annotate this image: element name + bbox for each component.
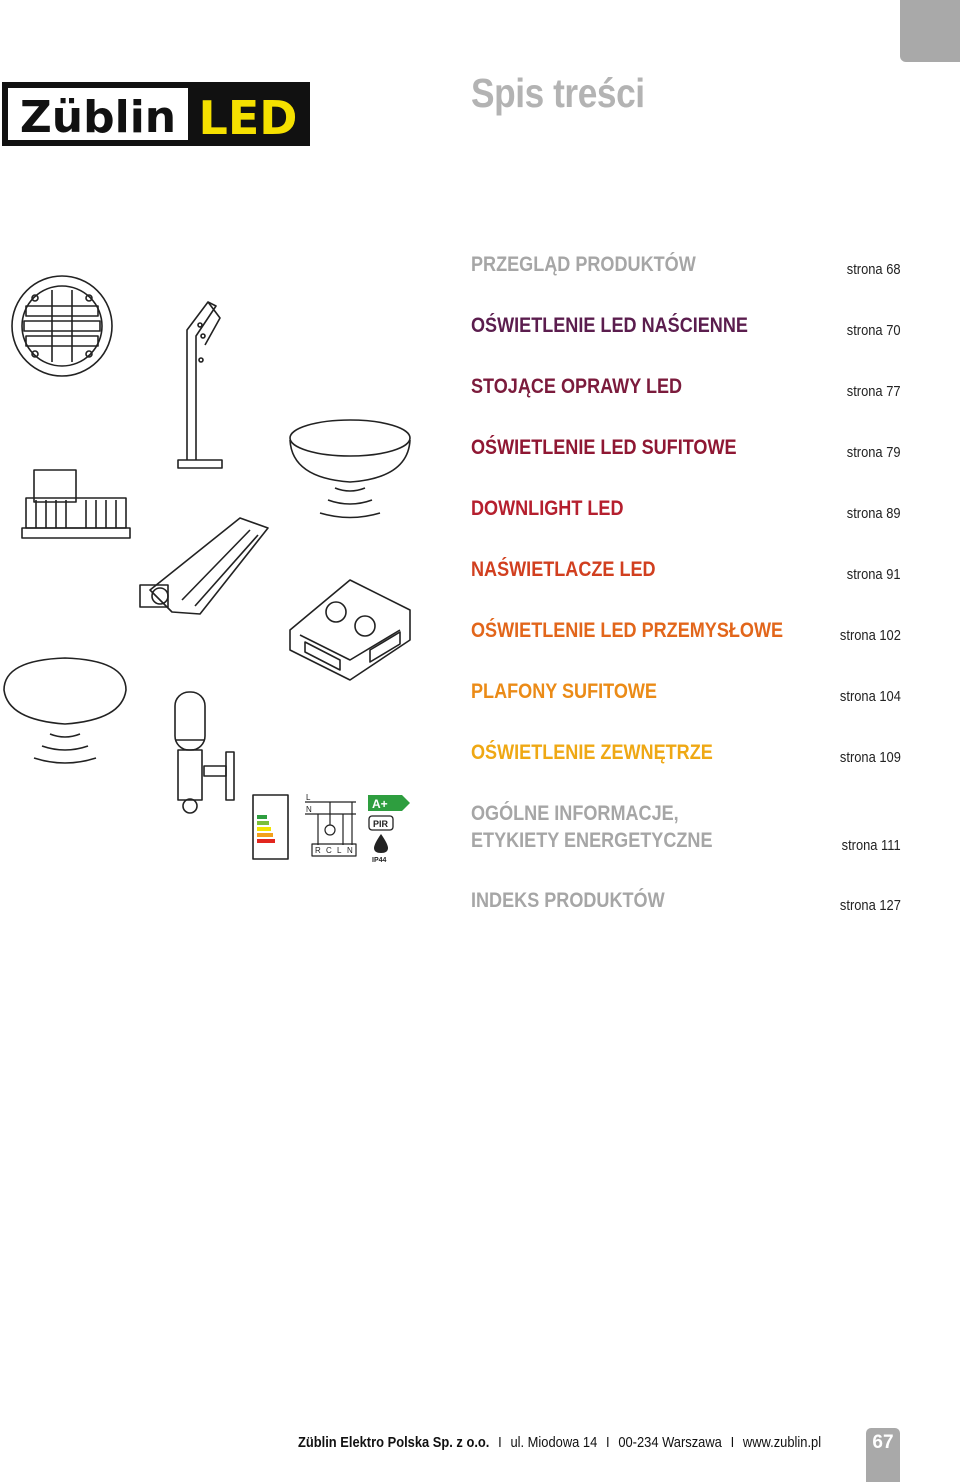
footer-website-link[interactable]: www.zublin.pl	[742, 1434, 822, 1451]
energy-label-icon	[253, 795, 288, 859]
toc-page: strona 77	[847, 383, 901, 400]
toc-label: NAŚWIETLACZE LED	[471, 558, 656, 581]
wiring-terminal-l: L	[337, 846, 342, 855]
toc-page: strona 109	[840, 749, 901, 766]
toc-row-industrial-lighting[interactable]	[471, 616, 901, 644]
toc-label: STOJĄCE OPRAWY LED	[471, 375, 683, 398]
ip44-drop-icon	[372, 834, 388, 864]
toc-label: OŚWIETLENIE LED PRZEMYSŁOWE	[471, 619, 784, 642]
toc-page: strona 104	[840, 688, 901, 705]
toc-page: strona 127	[840, 897, 901, 914]
pir-badge	[369, 816, 393, 830]
footer-separator: I	[498, 1434, 502, 1451]
energy-class-text: A+	[372, 797, 388, 811]
page-title: Spis treści	[471, 70, 645, 116]
toc-row-downlight[interactable]	[471, 494, 901, 522]
wiring-label-n: N	[306, 805, 312, 814]
toc-row-wall-lighting[interactable]	[471, 311, 901, 339]
footer-address: ul. Miodowa 14	[510, 1434, 598, 1451]
toc-label: OGÓLNE INFORMACJE, ETYKIETY ENERGETYCZNE	[471, 802, 713, 852]
toc-label: OŚWIETLENIE LED SUFITOWE	[471, 436, 737, 459]
toc-label: PRZEGLĄD PRODUKTÓW	[471, 253, 696, 276]
toc-row-ceiling-plafonds[interactable]	[471, 677, 901, 705]
footer-company: Züblin Elektro Polska Sp. z o.o.	[298, 1434, 490, 1451]
toc-label: PLAFONY SUFITOWE	[471, 680, 657, 703]
toc-page: strona 70	[847, 322, 901, 339]
toc-label: OŚWIETLENIE LED NAŚCIENNE	[471, 314, 748, 337]
wiring-terminal-c: C	[326, 846, 332, 855]
footer-separator: I	[606, 1434, 610, 1451]
industrial-highbay-illustration	[290, 580, 410, 680]
outdoor-wall-lamp-illustration	[175, 692, 234, 813]
logo-text-right: LED	[198, 91, 298, 145]
floodlight-illustration	[140, 518, 268, 614]
toc-label: OŚWIETLENIE ZEWNĘTRZE	[471, 741, 713, 764]
toc-page: strona 91	[847, 566, 901, 583]
toc-page: strona 111	[841, 837, 901, 854]
zublin-led-logo	[2, 82, 310, 146]
logo-text-left: Züblin	[19, 92, 177, 143]
footer-separator: I	[730, 1434, 735, 1451]
ip-text: IP44	[372, 857, 387, 864]
ceiling-lamp-sensor-illustration	[290, 420, 410, 518]
toc-label: DOWNLIGHT LED	[471, 497, 624, 520]
footer-city: 00-234 Warszawa	[618, 1434, 722, 1451]
footer	[298, 1434, 822, 1451]
wiring-terminal-n: N	[347, 846, 353, 855]
corner-tab	[900, 0, 960, 62]
toc-page: strona 68	[847, 261, 901, 278]
toc-row-product-overview[interactable]	[471, 250, 901, 278]
energy-class-badge	[368, 795, 410, 811]
wiring-label-l: L	[306, 793, 311, 802]
bollard-lamp-illustration	[178, 302, 222, 468]
toc-row-standing-fixtures[interactable]	[471, 372, 901, 400]
toc-row-ceiling-lighting[interactable]	[471, 433, 901, 461]
round-wall-lamp-illustration	[12, 276, 112, 376]
toc-row-floodlights[interactable]	[471, 555, 901, 583]
toc-row-outdoor-lighting[interactable]	[471, 738, 901, 766]
toc-label: INDEKS PRODUKTÓW	[471, 889, 665, 912]
toc-page: strona 79	[847, 444, 901, 461]
downlight-illustration	[22, 470, 130, 538]
plafond-illustration	[4, 658, 126, 763]
product-illustrations	[0, 260, 460, 880]
toc-page: strona 89	[847, 505, 901, 522]
pir-text: PIR	[373, 819, 389, 829]
page-number: 67	[866, 1428, 900, 1482]
toc-row-product-index[interactable]	[471, 886, 901, 914]
toc-row-general-info[interactable]	[471, 796, 901, 854]
wiring-terminal-r: R	[315, 846, 321, 855]
toc-page: strona 102	[840, 627, 901, 644]
